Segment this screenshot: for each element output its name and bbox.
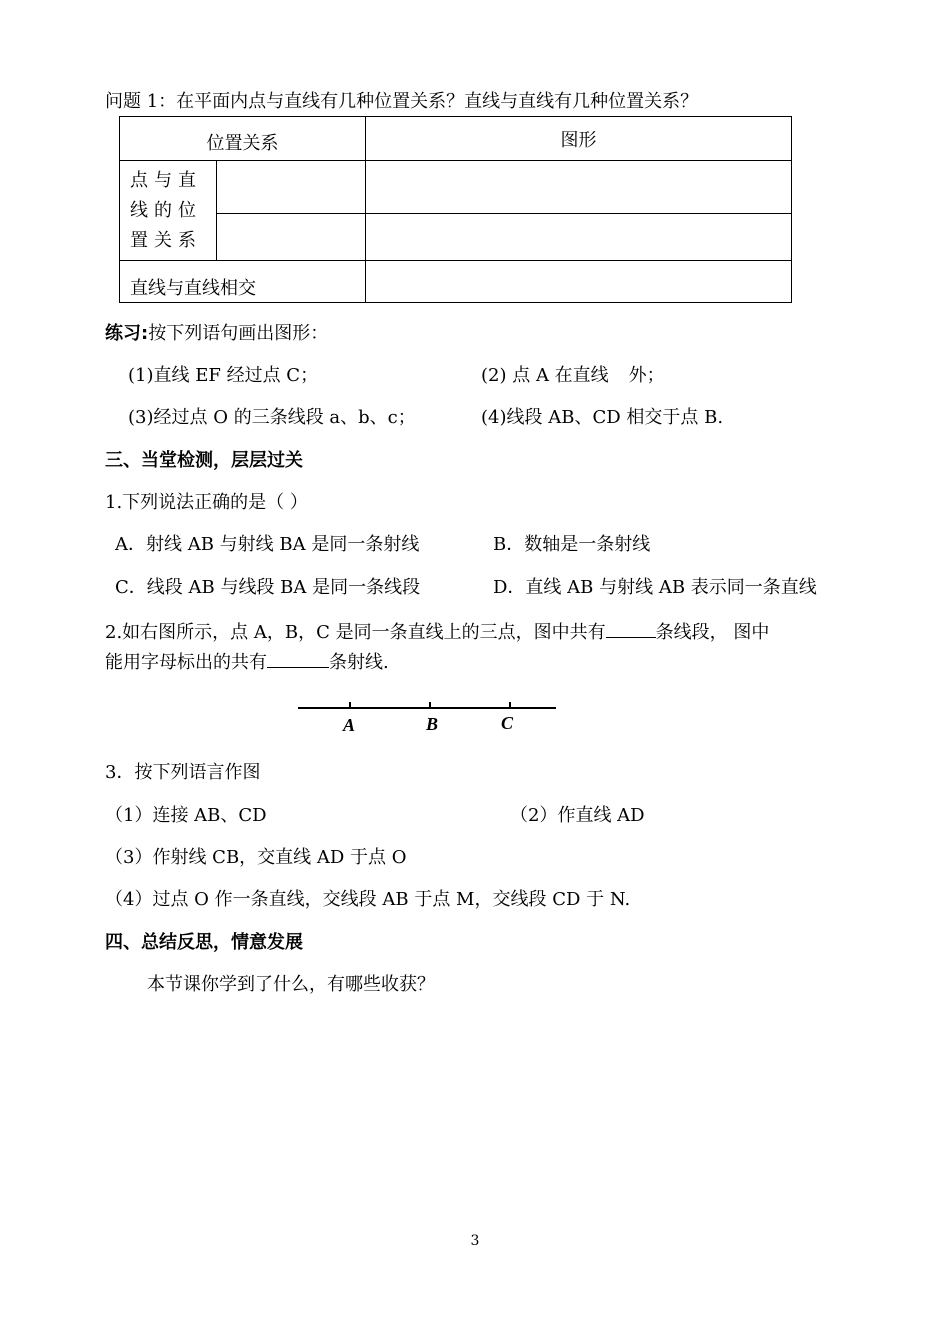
figure-cell-2	[366, 214, 792, 261]
q2-part1: 2.如右图所示，点 A，B，C 是同一条直线上的三点，图中共有	[105, 622, 606, 643]
practice-item-2	[481, 364, 665, 388]
abc-line-figure	[290, 696, 570, 738]
question-3-3-item-4: （4）过点 O 作一条直线，交线段 AB 于点 M，交线段 CD 于 N.	[105, 889, 631, 910]
header-figure: 图形	[366, 117, 792, 161]
figure-cell-1	[366, 161, 792, 214]
question-3-3: 3．按下列语言作图	[105, 762, 261, 783]
option-d: D．直线 AB 与射线 AB 表示同一条直线	[493, 577, 817, 598]
point-line-label	[120, 161, 217, 261]
position-relation-table	[119, 116, 792, 303]
practice-heading: 练习:	[105, 323, 149, 344]
q2-part3: 能用字母标出的共有	[105, 652, 267, 673]
relation-cell-1	[217, 161, 366, 214]
label-c: C	[501, 713, 514, 733]
option-b: B．数轴是一条射线	[493, 534, 651, 555]
question-3-3-item-3: （3）作射线 CB，交直线 AD 于点 O	[105, 847, 407, 868]
section-3-heading: 三、当堂检测，层层过关	[105, 450, 303, 471]
figure-cell-3	[366, 261, 792, 303]
practice-item-2-tail: 外；	[628, 365, 665, 386]
practice-intro: 按下列语句画出图形：	[148, 323, 329, 344]
question-1: 问题 1：在平面内点与直线有几种位置关系？直线与直线有几种位置关系？	[105, 91, 699, 112]
ray-count-blank	[267, 649, 329, 668]
section-4-heading: 四、总结反思，情意发展	[105, 932, 303, 953]
question-3-2-line-2	[105, 649, 389, 675]
practice-item-2-text: (2) 点 A 在直线	[481, 365, 609, 386]
practice-item-3: (3)经过点 O 的三条线段 a、b、c；	[128, 407, 416, 428]
practice-item-1: (1)直线 EF 经过点 C；	[128, 365, 319, 386]
question-3-3-item-2: （2）作直线 AD	[510, 805, 645, 826]
option-a: A．射线 AB 与射线 BA 是同一条射线	[115, 534, 420, 555]
question-3-3-item-1: （1）连接 AB、CD	[105, 805, 267, 826]
question-3-1: 1.下列说法正确的是（ ）	[105, 492, 308, 513]
practice-item-4: (4)线段 AB、CD 相交于点 B.	[481, 407, 724, 428]
line-line-label: 直线与直线相交	[120, 261, 366, 303]
q2-part2: 条线段， 图中	[655, 622, 770, 643]
point-line-label-line-3: 置关系	[130, 229, 202, 251]
page-number: 3	[470, 1233, 480, 1249]
segment-count-blank	[606, 619, 656, 638]
relation-cell-2	[217, 214, 366, 261]
point-line-label-line-2: 线的位	[130, 199, 202, 221]
point-line-label-line-1: 点与直	[130, 169, 202, 191]
header-relation: 位置关系	[120, 117, 366, 161]
label-a: A	[343, 715, 356, 735]
section-4-prompt: 本节课你学到了什么，有哪些收获？	[147, 974, 435, 995]
practice-line	[105, 322, 328, 346]
q2-part4: 条射线.	[329, 652, 389, 673]
question-3-2-line-1	[105, 619, 769, 645]
option-c: C．线段 AB 与线段 BA 是同一条线段	[115, 577, 421, 598]
label-b: B	[426, 714, 439, 734]
